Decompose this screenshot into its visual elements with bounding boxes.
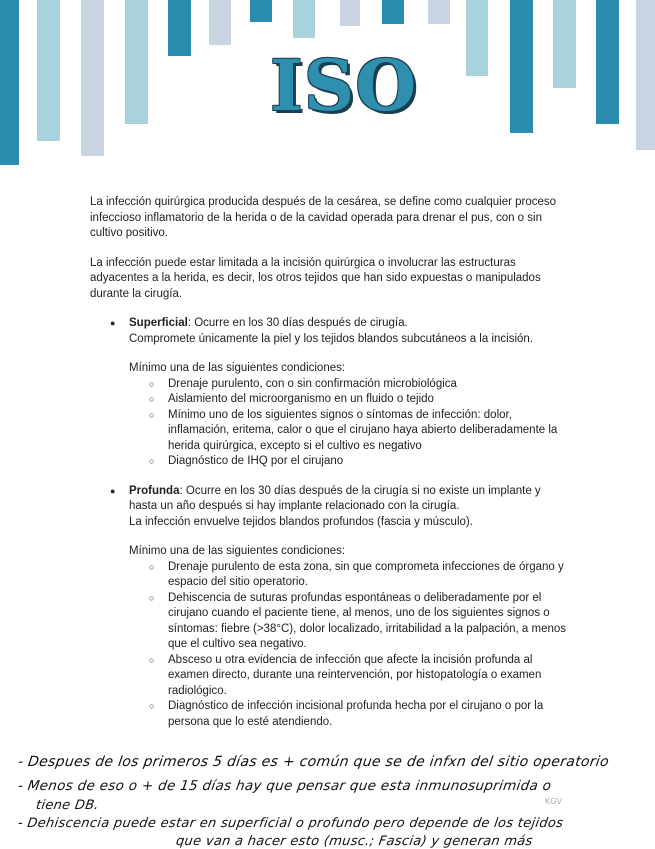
handwritten-note-5: que van a hacer esto (musc.; Fascia) y generan más: [174, 834, 534, 849]
stripe: [553, 0, 576, 88]
superficial-line-1: : Ocurre en los 30 días después de cirugía.: [187, 317, 408, 329]
page-title: ISO: [270, 44, 418, 127]
stripe: [37, 0, 60, 141]
profunda-line-2: La infección envuelve tejidos blandos profundos (fascia y músculo).: [129, 515, 473, 528]
superficial-conditions-list: [149, 377, 570, 470]
profunda-conditions-list: [149, 560, 570, 731]
list-item-profunda: [110, 484, 570, 731]
list-item-superficial: [110, 316, 570, 470]
profunda-conditions-lead: Mínimo una de las siguientes condiciones:: [129, 545, 346, 557]
stripe: [382, 0, 404, 24]
stripe: [168, 0, 191, 56]
profunda-line-1: : Ocurre en los 30 días después de la cirugía si no existe un implante y hasta un año después si hay implante relacionado con la cirugía.: [129, 484, 541, 512]
stripe: [209, 0, 231, 45]
handwritten-note-2: - Menos de eso o + de 15 días hay que pensar que esta inmunosuprimida o: [16, 778, 553, 794]
list-item: ○ Diagnóstico de IHQ por el cirujano: [149, 454, 570, 470]
stripe: [636, 0, 655, 150]
list-item: ○ Aislamiento del microorganismo en un fluido o tejido: [149, 392, 570, 408]
handwritten-notes: [0, 740, 655, 848]
list-item: ○ Diagnóstico de infección incisional profunda hecha por el cirujano o por la persona que lo esté atendiendo.: [149, 699, 570, 730]
stripe: [466, 0, 488, 76]
term-profunda: Profunda: [129, 484, 180, 497]
stripe: [428, 0, 450, 24]
list-item: ○ Mínimo uno de los siguientes signos o síntomas de infección: dolor, inflamación, eritema, calor o que el cirujano haya abierto deliberadamente la herida quirúrgica, excepto si el cultivo es negativo: [149, 408, 570, 455]
intro-paragraph-1: La infección quirúrgica producida después de la cesárea, se define como cualquier proceso infeccioso inflamatorio de la herida o de la cavidad operada para drenar el pus, con o sin cultivo positivo.: [90, 196, 557, 239]
infection-types-list: [110, 316, 570, 730]
stripe: [293, 0, 315, 38]
list-item: ○ Absceso u otra evidencia de infección que afecte la incisión profunda al examen directo, durante una reintervención, por histopatología o examen radiológico.: [149, 653, 570, 700]
superficial-conditions-lead: Mínimo una de las siguientes condiciones:: [129, 362, 346, 374]
stripe: [510, 0, 533, 133]
term-superficial: Superficial: [129, 317, 188, 329]
intro-paragraph-2: La infección puede estar limitada a la incisión quirúrgica o involucrar las estructuras adyacentes a la herida, es decir, los otros tejidos que han sido expuestas o manipulados durante la cirugía.: [90, 256, 541, 300]
stripe: [596, 0, 619, 124]
handwritten-note-1: - Despues de los primeros 5 días es + común que se de infxn del sitio operatorio: [16, 754, 611, 770]
stripe: [0, 0, 19, 165]
document-body: [90, 195, 570, 744]
list-item: ○ Drenaje purulento, con o sin confirmación microbiológica: [149, 377, 570, 393]
superficial-line-2: Compromete únicamente la piel y los tejidos blandos subcutáneos a la incisión.: [129, 332, 534, 345]
watermark: KGV: [545, 797, 562, 806]
stripe: [125, 0, 148, 124]
stripe: [81, 0, 104, 156]
stripe: [340, 0, 360, 26]
list-item: ○ Drenaje purulento de esta zona, sin que comprometa infecciones de órgano y espacio del sitio operatorio.: [149, 560, 570, 591]
list-item: ○ Dehiscencia de suturas profundas espontáneas o deliberadamente por el cirujano cuando el paciente tiene, al menos, uno de los siguientes signos o síntomas: fiebre (>38°C), dolor localizado, irritabilidad a la palpación, a menos que el cultivo sea negativo.: [149, 591, 570, 653]
handwritten-note-3: tiene DB.: [34, 798, 100, 813]
handwritten-note-4: - Dehiscencia puede estar en superficial o profundo pero depende de los tejidos: [16, 816, 565, 831]
stripe: [250, 0, 272, 22]
